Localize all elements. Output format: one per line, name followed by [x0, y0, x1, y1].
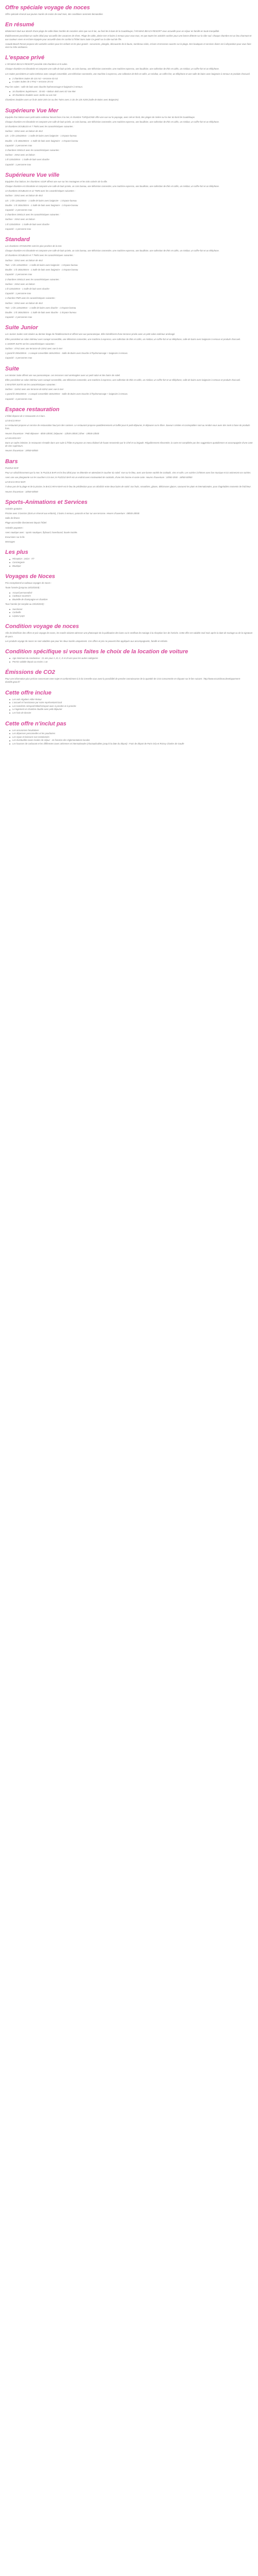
paragraph: Surface : 15m2 avec un balcon [5, 154, 35, 157]
list-item: Corbeille [12, 611, 253, 615]
list-item: Les frais de dossier [12, 711, 253, 715]
paragraph: Pour les suites : salle de bain avec douche hydromassage et baignoire à remous. [5, 86, 83, 89]
paragraph: À deux pas de la plage et de la piscine, le BACCARAH BAR est le lieu de prédilection pour un rafraîchir entre deux bains de soleil. Sur fruits, smoothies, glaces, délicieuses glaces, savourez les plats et internationales, pour d'agréables moments de fraîcheur. [5, 485, 251, 488]
bullet-list [5, 657, 253, 664]
paragraph: Capacité : 2 personnes max [5, 144, 33, 147]
section-title: Suite [5, 365, 19, 372]
paragraph: Prix exceptionnel & cadeaux voyages de noces : [5, 582, 52, 585]
section [5, 689, 253, 715]
paragraph: Capacité : 2 personnes max [5, 209, 33, 212]
paragraph: Double : 1 lit 180x200cm - 1 Salle de bain avec baignoire - 1 Espace bureau [5, 204, 78, 207]
section-title: Supérieure Vue ville [5, 172, 59, 178]
paragraph: Capacité : 1 personne max [5, 163, 31, 166]
bullet-list [5, 591, 253, 602]
bullet-list [5, 77, 253, 84]
paragraph: Massages [5, 540, 15, 544]
paragraph: Capacité : 1 personne max [5, 292, 31, 295]
paragraph: Le restaurant propose un service de restauration haut prix des cuisines. Le restaurant propose quotidiennement un buffet pour le petit-déjeuner, le déjeuner ou le dîner. Saveurs créoles et cosmopolites sont au rendez-vous avec des mets à base de produits frais. [5, 424, 250, 430]
paragraph: 1 grand lit 200x200cm - 1 canapé convertible 160x190cm - Salle de Bains avec Douche à l'hydromassage + baignoire à remous. [5, 352, 128, 355]
paragraph: Chaque chambre est climatisée et comporte une salle de bain privée, un coin bureau, une télévision connectée, une machine expresso, une bouilloire, une collection de thés et cafés, un minibar, un coffre-fort et un téléphone. [5, 249, 220, 252]
section-title: Cette offre inclue [5, 689, 52, 696]
paragraph: Heures d'ouverture : 10h00-00h00 [5, 490, 38, 493]
paragraph: Equipées d'un balcon, les chambres AZUR offrent une vue sur les montagnes et les toits colorés de la ville. [5, 180, 108, 183]
paragraph: Surface : 15m2 avec un balcon [5, 218, 35, 221]
list-item: 2 chambres Suites de 114 m2 + terrasse 63 m2 [12, 77, 253, 81]
paragraph: 1 lit 120x200cm - 1 Salle de bain avec douche [5, 158, 50, 161]
list-item: 6 suites Suites de 4 Pm2 + terrasse 20 m2 [12, 80, 253, 84]
paragraph: PUZZLE BAR [5, 466, 19, 469]
paragraph: Twin : 2 lits 120x200cm - 1 Salle de bains avec baignoire - 1 Espace bureau [5, 263, 78, 266]
list-item: Liqueur pays [12, 615, 253, 618]
section [5, 406, 253, 453]
paragraph: Les Master Suite offrent une vue panoramique. Les terrasses sont aménagées avec un petit salon et des bains de soleil. [5, 374, 121, 377]
paragraph: Surface : 114m2 avec une terrasse de 63m2 avec vue la mer [5, 388, 64, 391]
section [5, 573, 253, 618]
section-title: Émissions de CO2 [5, 669, 55, 676]
paragraph: LE BACCARAH [5, 419, 21, 422]
list-item: L'accueil et l'assistance par notre représentant local [12, 701, 253, 705]
section [5, 669, 253, 684]
section [5, 365, 253, 401]
section-title: Offre spéciale voyage de noces [5, 5, 90, 11]
paragraph: Chambres Doubles avec un lit de 160X 200 Cm ou des Twins avec 2 Lits de 120 X200 (Salle de Bains avec Baignoire) [5, 98, 119, 101]
paragraph: Surface : 33m2 avec un balcon de 4m2 [5, 130, 43, 133]
section-title: Condition voyage de noces [5, 623, 79, 630]
paragraph: 2 MASTER SUITE ont les caractéristiques suivantes : [5, 383, 57, 386]
section [5, 324, 253, 360]
paragraph: Les chambres STANDARD sont les plus proches de la mer. [5, 245, 62, 248]
list-item: Conciergerie [12, 561, 253, 565]
paragraph: Pour un rafraîchissement par la mer, le PUZZLE BAR est le lieu idéal pour se détendre en attendant le coucher du soleil. Vue sur le bleu, avec une bonne variété de cocktails, vins et softs. Les soirées à thèmes avec live musique et DJ animeront vos soirées. [5, 471, 251, 474]
paragraph: Offre spéciale réservé aux jeunes mariés de moins de neuf mois, des conditions rarement demandées [5, 13, 103, 15]
section-title: Suite Junior [5, 325, 38, 331]
paragraph: 4 JUNIOR SUITE ont les caractéristiques suivantes : [5, 342, 56, 345]
list-item: Les hausses de carburant et les différentes taxes aériennes et internationales (réactualisables jusqu'à la date du départ) : Frais de départ de Paris Orly et Roissy Charles de Gaulle [12, 742, 253, 746]
paragraph: Excursions sur la île. [5, 536, 25, 539]
paragraph: Twin : 2 lits 120x200cm - 1 Salle de bains avec douche - 1 Espace bureau [5, 306, 76, 309]
paragraph: L'hôtel dispose de 2 restaurants et 2 bars. [5, 414, 45, 417]
offer-page [0, 0, 258, 758]
list-item: Les repas et boissons non mentionnés [12, 736, 253, 739]
paragraph: Les produits voyage de noces ne sont valables que pour les deux mariés uniquement. Ces offres et prix ne peuvent être appliqués aux accompagnants, famille et enfants. [5, 639, 168, 642]
paragraph: Heures d'ouverture : 19h00-00h00 [5, 449, 38, 452]
paragraph: Surface : 47m2 avec une terrasse de 23m2 avec vue la mer [5, 347, 63, 350]
section [5, 172, 253, 231]
paragraph: LE MAHOGANY [5, 436, 21, 439]
list-item: Les assurances facultatives [12, 729, 253, 733]
paragraph: Établissement possédant un cadre idéal pour accueillir des vacances de rêves. Plage de sable, pleine mer et bains à remous pour vous tous, en que toutes les activités variées pour une bonne détente sur la côte sud. Chaque chambre est un lieu charmant et aux couleurs vives et est bien équipée pour accueillir dans les confort à l'hôtel Sans Suite Ce gentil sur la côte sud de l'Île. [5, 35, 252, 41]
section [5, 648, 253, 664]
paragraph: Toute l'année (jusqu'au 18/10/2019) : [5, 586, 41, 589]
paragraph: 1 lit 120x200cm - 1 Salle de bain avec douche [5, 223, 50, 226]
section [5, 623, 253, 643]
list-item: Cadeaux souvenirs [12, 595, 253, 598]
section-title: Voyages de Noces [5, 573, 55, 580]
paragraph: 13 chambres DOUBLES et 12 TWIN avec les caractéristiques suivantes : [5, 190, 75, 193]
section-title: Les plus [5, 549, 28, 556]
list-item: Surclasser [12, 608, 253, 612]
list-item: 16 chambres Supérieures : 33 M2 + Balcon 4M2 avec 82 Vue Mer [12, 90, 253, 94]
paragraph: LE BACCARAH BAR [5, 481, 26, 484]
section-title: Standard [5, 236, 30, 243]
bullet-list [5, 557, 253, 568]
paragraph: 2 chambres SINGLE avec les caractéristiques suivantes : [5, 278, 60, 281]
list-item: Les transferts Aéroport/Hôtel/Aéroport avec à prendre et à prendre [12, 705, 253, 708]
section [5, 21, 253, 49]
paragraph: Capacité : 2 personnes max [5, 273, 33, 276]
paragraph: L'ARAWAK BEACH RESORT possède 106 chambres et 8 suites. [5, 63, 68, 66]
paragraph: Double : 1 lit 180x200cm - 1 Salle de bain avec baignoire - 1 Espace bureau [5, 139, 78, 142]
paragraph: Les Juniors Suites sont situées au dernier étage de l'établissement et offrent une vue panoramique. Elles bénéficient d'une terrasse privée avec un petit salon extérieur aménagé. [5, 333, 175, 336]
paragraph: 1 chambre PMR avec les caractéristiques suivantes : [5, 297, 56, 300]
section-title: Bars [5, 458, 18, 465]
paragraph: 2 chambres SINGLE avec les caractéristiques suivantes : [5, 213, 60, 216]
paragraph: Double : 1 lit 180x200cm - 1 Salle de bain avec douche - 1 Espace bureau [5, 311, 76, 314]
list-item: Le logement en chambre double avec petit déjeuner [12, 708, 253, 711]
bullet-list [5, 698, 253, 715]
paragraph: 1 grand lit 200x200cm - 1 canapé convertible 160x190cm - Salle de Bains avec Douche à l'hydromassage + baignoire à remous. [5, 393, 128, 396]
section [5, 4, 253, 16]
paragraph: Lits : 2 lits 120x200cm - 1 Salle de bains avec baignoire - 1 Espace bureau [5, 134, 77, 138]
paragraph: Double : 1 lit 180x200cm - 1 Salle de bain avec baignoire - 1 Espace bureau [5, 268, 78, 272]
list-item: Réception : 24/24 - 7/7 [12, 557, 253, 561]
paragraph: Heures d'ouverture : Petit-déjeuner - 6h00-10h00 | Déjeuner - 12h00-15h00 | Dîner - 19h00-23h00 [5, 432, 99, 435]
section [5, 499, 253, 544]
bullet-list [5, 608, 253, 618]
paragraph: Chaque chambre est climatisée et comporte une salle de bain privée, un coin bureau, une télévision connectée, une machine expresso, une bouilloire, une collection de thés et cafés, un minibar, un coffre-fort et un téléphone. [5, 120, 220, 123]
paragraph: Capacité : 1 personne max [5, 227, 31, 230]
bullet-list [5, 729, 253, 746]
paragraph: 1 lit 120x200cm - 1 Salle de bain avec douche [5, 287, 50, 290]
paragraph: Elles possèdent un salon intérieur avec canapé convertible, une télévision connectée, une machine à expresso, une collection de thés et cafés, un minibar, un coffre-fort et un téléphone, salle de bains avec baignoire à remous et produits d'accueil. [5, 378, 241, 381]
paragraph: Les Suites possèdent un salon intérieur avec canapé convertible, une télévision connectée, une machine à expresso, une collection de thés et cafés, un minibar, un coffre-fort, un téléphone et une salle de bains avec baignoire à remous et produits d'accueil. [5, 72, 250, 75]
list-item: Bouteille de champagne en chambre [12, 598, 253, 602]
list-item: Age minimum du conducteur : 21 ans pour A, B, C, E et 25 ans pour les autres catégories [12, 657, 253, 660]
paragraph: Capacité : 4 personnes max [5, 357, 33, 360]
paragraph: 34 chambres DOUBLES et 7 TWIN avec les caractéristiques suivantes : [5, 125, 74, 128]
paragraph: Afin de bénéficier des offres et prix voyage de noces, les mariés doivent adresser une photocopie de la publication des bans ou le certificat de mariage à la réception lors de l'arrivée. Cette offre est valable neuf mois après la date de mariage ou de la signature de pacs. [5, 632, 253, 638]
section [5, 549, 253, 568]
paragraph: Idéalement situé aux abords d'une plage de sable blanc bordée de cocotiers ainsi que sur le lac, au fond de la baie de la Guadeloupe, l'ARAWAK BEACH RESORT vous accueille pour un séjour en famille en toute tranquillité. [5, 30, 220, 33]
section [5, 458, 253, 494]
paragraph: Surface : 33m2 avec un balcon de 4m2 [5, 259, 43, 262]
section [5, 720, 253, 746]
section-title: L'espace privé [5, 55, 44, 61]
section [5, 107, 253, 166]
paragraph: Piscine avec 3 bassins (dont un réservé aux enfants), 2 bains à remous, parasols et bar sur une terrasse. Heures d'ouverture : 08h00-20h00 [5, 512, 140, 515]
paragraph: Avec une vue plongeante sur les couchers à la mer, le PUZZLE BAR est un endroit avec mostwanted de cocktails, d'une très bonne et vaste carte. Heures d'ouverture : 10h00-1h00 - 18h00-00h00 [5, 476, 192, 479]
section [5, 54, 253, 101]
paragraph: Surface : 33m2 avec un balcon de 4m2 [5, 194, 43, 197]
paragraph: Equipée d'un balcon avec petit salon extérieur faisant face à la mer, le chambre TURQUOISE offre une vue sur le paysage, avec ciel en fond, des plages de rivière sur la mer du bord de Guadeloupe. [5, 115, 196, 118]
section-title: Sports-Animations et Services [5, 499, 88, 505]
paragraph: Surface : 33m2 avec un balcon de 4m2 [5, 301, 43, 304]
paragraph: Arawak Beach Resort propose des activités variées pour les enfants et les plus grands : excursions, plongée, découverte de la faune, nombreux clubs, et bars et terrasses ouverts sur la plage. Des boutiques et services divers est à disposition pour vous faire vivre la riche ambiance. [5, 42, 251, 49]
list-item: Permis valable depuis au moins 1 an [12, 660, 253, 664]
paragraph: Activités gratuites [5, 507, 22, 510]
paragraph: Lits : 2 lits 120x200cm - 1 Salle de bains avec baignoire - 1 Espace bureau [5, 199, 77, 202]
section-title: En résumé [5, 22, 35, 28]
paragraph: 20 chambres DOUBLES et 7 TWIN avec les caractéristiques suivantes : [5, 254, 74, 257]
paragraph: Plage accessible directement depuis l'hôtel [5, 521, 46, 524]
list-item: Accueil personnalisé [12, 591, 253, 595]
list-item: Les vols réguliers Allier-Retour [12, 698, 253, 702]
paragraph: Surface : 15m2 avec un balcon [5, 282, 35, 285]
section [5, 236, 253, 319]
paragraph: Dans un cadre intimiste, le restaurant s'installe dans une suite à l'hôte et propose un menu élaboré de haute renommée par le Chef et sa brigade. Régulièrement réinventée, la carte est complétée par des suggestions quotidiennes et accompagnée d'une carte de vins supérieurs. [5, 441, 253, 448]
section-title: Supérieure Vue Mer [5, 107, 59, 114]
paragraph: Chaque chambre est climatisée et comporte une salle de bain privée, un coin bureau, une télévision connectée, une machine expresso, une bouilloire, une collection de thés et cafés, un minibar, un coffre-fort et un téléphone. [5, 67, 220, 71]
section-title: Condition spécifique si vous faites le choix de la location de voiture [5, 649, 188, 655]
paragraph: Elles possèdent un salon intérieur avec canapé convertible, une télévision connectée, une machine à expresso, une collection de thés et cafés, un minibar, un coffre-fort et un téléphone, salle de bains avec baignoire à remous et produits d'accueil. [5, 337, 241, 341]
paragraph: Salle de fitness [5, 517, 20, 520]
section-title: Espace restauration [5, 406, 60, 413]
bullet-list [5, 90, 253, 97]
paragraph: Avec nautique avec : sports nautiques, flyboard, hoverboard, bouée tractée. [5, 531, 78, 534]
paragraph: Capacité : 2 personnes max [5, 316, 33, 319]
list-item: Boutique [12, 565, 253, 568]
paragraph: Tous l'année (et complet au 19/10/2019) : [5, 603, 45, 606]
paragraph: Chaque chambre est climatisée et comporte une salle de bain privée, un coin bureau, une télévision connectée, une machine expresso, une bouilloire, une collection de thés et cafés, un minibar, un coffre-fort et un téléphone. [5, 185, 220, 188]
list-item: Les éventuelles taxes locales de séjour - en fonction des réglementations locales [12, 739, 253, 742]
paragraph: 3 chambres SINGLE avec les caractéristiques suivantes : [5, 149, 60, 152]
paragraph: Capacité : 4 personnes max [5, 397, 33, 400]
section-title: Cette offre n'inclut pas [5, 720, 67, 727]
list-item: Les dépenses personnelles et les pourboires [12, 732, 253, 736]
paragraph: Activités payantes : [5, 526, 24, 529]
list-item: 30 chambres Doubles avec Jardin ou vue mer [12, 94, 253, 97]
paragraph: Pour une information plus précise concernant votre trajet et conformément à la loi Grenelle vous avez la possibilité de prendre connaissance de la quantité de CO2 consommée en cliquant sur le lien suivant : http://www.eco2climat.developpement-durable.gouv.fr/ [5, 677, 241, 684]
